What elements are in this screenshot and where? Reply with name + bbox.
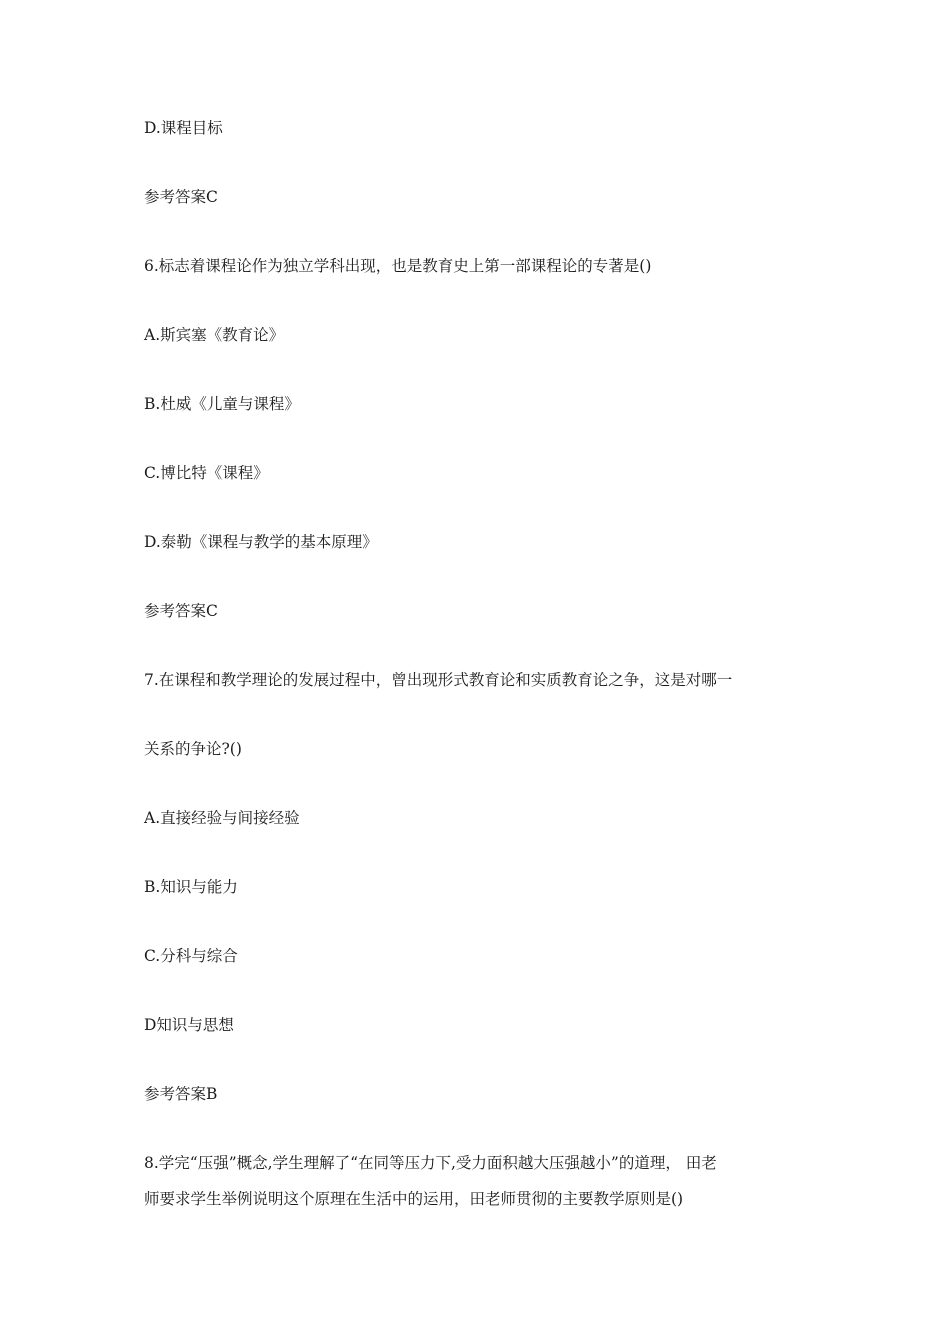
q7-option-c: C.分科与综合	[144, 947, 238, 965]
q7-option-b: B.知识与能力	[144, 878, 238, 896]
q6-option-a: A.斯宾塞《教育论》	[144, 326, 285, 344]
q5-answer: 参考答案C	[144, 188, 218, 206]
q7-answer: 参考答案B	[144, 1085, 218, 1103]
q7-question-line2: 关系的争论?()	[144, 740, 242, 758]
q5-option-d: D.课程目标	[144, 119, 223, 137]
q7-option-a: A.直接经验与间接经验	[144, 809, 300, 827]
q7-question-line1: 7.在课程和教学理论的发展过程中，曾出现形式教育论和实质教育论之争，这是对哪一	[144, 671, 733, 689]
q8-question-line1: 8.学完“压强”概念,学生理解了“在同等压力下,受力面积越大压强越小”的道理， 田老	[144, 1154, 717, 1172]
q6-question: 6.标志着课程论作为独立学科出现，也是教育史上第一部课程论的专著是()	[144, 257, 652, 275]
q6-answer: 参考答案C	[144, 602, 218, 620]
q6-option-b: B.杜威《儿童与课程》	[144, 395, 300, 413]
q6-option-c: C.博比特《课程》	[144, 464, 269, 482]
q8-question-line2: 师要求学生举例说明这个原理在生活中的运用，田老师贯彻的主要教学原则是()	[144, 1190, 684, 1208]
q7-option-d: D知识与思想	[144, 1016, 234, 1034]
q6-option-d: D.泰勒《课程与教学的基本原理》	[144, 533, 378, 551]
